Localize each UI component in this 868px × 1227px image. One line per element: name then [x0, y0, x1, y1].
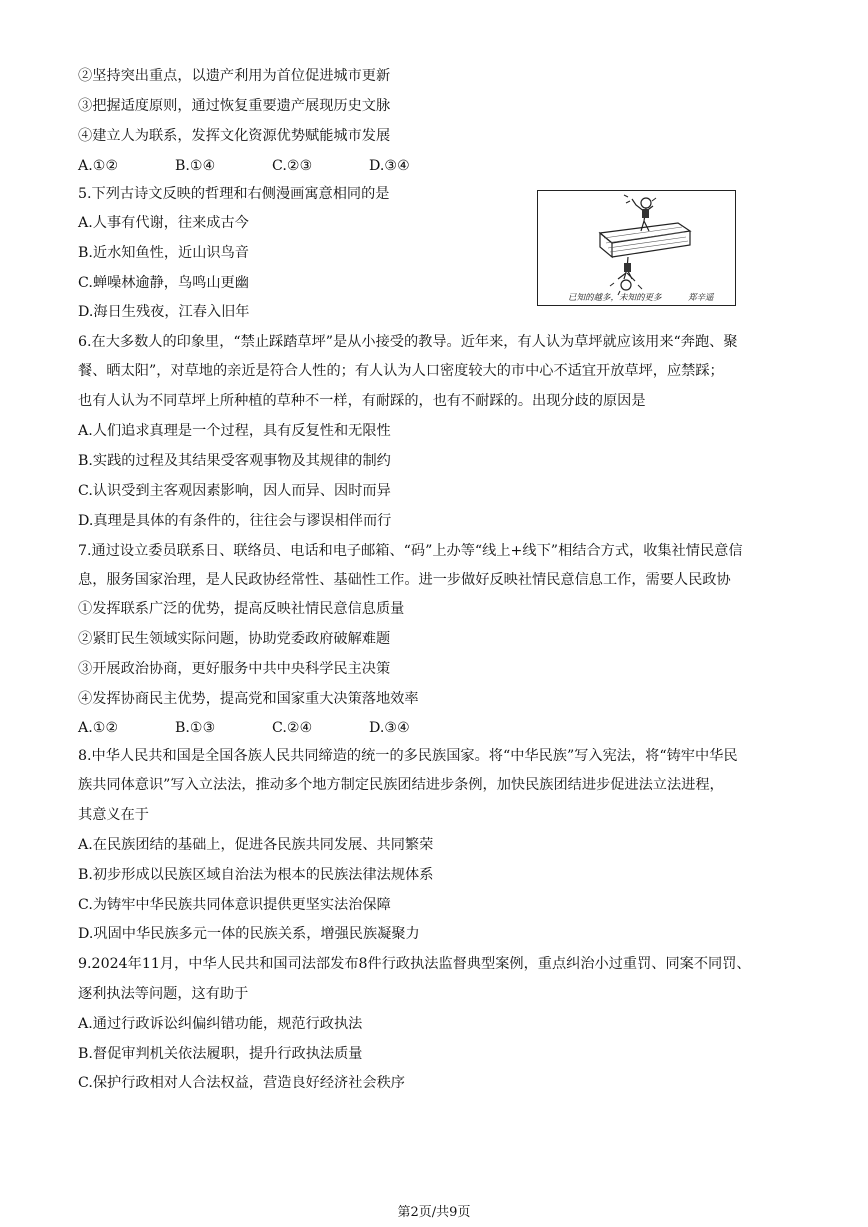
q7-choice-d: D.③④ [369, 720, 410, 736]
q5-cartoon [537, 190, 736, 306]
q5-option-c: C.蝉噪林逾静，鸟鸣山更幽 [78, 275, 249, 291]
q4-option-4: ④建立人为联系，发挥文化资源优势赋能城市发展 [78, 128, 391, 144]
q9-stem-line-2: 逐利执法等问题，这有助于 [78, 986, 249, 1002]
page-number: 第2页/共9页 [397, 1205, 471, 1220]
q7-stem-line-1: 7.通过设立委员联系日、联络员、电话和电子邮箱、“码”上办等“线上+线下”相结合方式，收集社情民意信 [78, 543, 743, 559]
q8-stem-line-3: 其意义在于 [78, 807, 149, 823]
q4-choice-d: D.③④ [369, 158, 410, 174]
q6-option-d: D.真理是具体的有条件的，往往会与谬误相伴而行 [78, 513, 392, 529]
q7-option-2: ②紧盯民生领域实际问题，协助党委政府破解难题 [78, 631, 391, 647]
q9-option-a: A.通过行政诉讼纠偏纠错功能，规范行政执法 [78, 1016, 363, 1032]
q7-option-1: ①发挥联系广泛的优势，提高反映社情民意信息质量 [78, 601, 405, 617]
q8-option-b: B.初步形成以民族区域自治法为根本的民族法律法规体系 [78, 867, 434, 883]
q9-option-c: C.保护行政相对人合法权益，营造良好经济社会秩序 [78, 1075, 405, 1091]
q4-choice-b: B.①④ [175, 158, 216, 174]
q8-option-c: C.为铸牢中华民族共同体意识提供更坚实法治保障 [78, 897, 391, 913]
q7-option-3: ③开展政治协商，更好服务中共中央科学民主决策 [78, 661, 391, 677]
q7-option-4: ④发挥协商民主优势，提高党和国家重大决策落地效率 [78, 691, 419, 707]
cartoon-caption-text: 已知的越多，未知的更多 [568, 293, 662, 303]
q5-option-d: D.海日生残夜，江春入旧年 [78, 304, 250, 320]
q5-stem: 5.下列古诗文反映的哲理和右侧漫画寓意相同的是 [78, 186, 390, 202]
book-cartoon-illustration [538, 191, 735, 305]
q5-option-b: B.近水知鱼性，近山识鸟音 [78, 245, 249, 261]
q4-option-2: ②坚持突出重点，以遗产利用为首位促进城市更新 [78, 68, 391, 84]
q6-stem-line-3: 也有人认为不同草坪上所种植的草种不一样，有耐踩的，也有不耐踩的。出现分歧的原因是 [78, 393, 646, 409]
q7-choices [78, 718, 466, 738]
q7-choice-b: B.①③ [175, 720, 216, 736]
q8-option-d: D.巩固中华民族多元一体的民族关系，增强民族凝聚力 [78, 926, 420, 942]
q9-stem-line-1: 9.2024年11月，中华人民共和国司法部发布8件行政执法监督典型案例，重点纠治小过重罚、同案不同罚、 [78, 956, 751, 972]
q7-stem-line-2: 息，服务国家治理，是人民政协经常性、基础性工作。进一步做好反映社情民意信息工作，需要人民政协 [78, 572, 731, 588]
q8-stem-line-2: 族共同体意识”写入立法法，推动多个地方制定民族团结进步条例，加快民族团结进步促进法立法进程， [78, 777, 724, 793]
q8-stem-line-1: 8.中华人民共和国是全国各族人民共同缔造的统一的多民族国家。将“中华民族”写入宪法，将“铸牢中华民 [78, 748, 738, 764]
q4-choices [78, 156, 466, 176]
q9-option-b: B.督促审判机关依法履职，提升行政执法质量 [78, 1046, 363, 1062]
q6-option-b: B.实践的过程及其结果受客观事物及其规律的制约 [78, 453, 391, 469]
q7-choice-a: A.①② [78, 720, 119, 736]
q4-choice-a: A.①② [78, 158, 119, 174]
q4-option-3: ③把握适度原则，通过恢复重要遗产展现历史文脉 [78, 98, 391, 114]
q6-option-c: C.认识受到主客观因素影响，因人而异、因时而异 [78, 483, 391, 499]
q6-stem-line-2: 餐、晒太阳”，对草地的亲近是符合人性的；有人认为人口密度较大的市中心不适宜开放草坪，应禁踩； [78, 363, 724, 379]
q8-option-a: A.在民族团结的基础上，促进各民族共同发展、共同繁荣 [78, 837, 434, 853]
q7-choice-c: C.②④ [272, 720, 313, 736]
q4-choice-c: C.②③ [272, 158, 313, 174]
q5-option-a: A.人事有代谢，往来成古今 [78, 215, 249, 231]
q6-option-a: A.人们追求真理是一个过程，具有反复性和无限性 [78, 423, 391, 439]
q6-stem-line-1: 6.在大多数人的印象里，“禁止踩踏草坪”是从小接受的教导。近年来，有人认为草坪就应该用来“奔跑、聚 [78, 334, 738, 350]
cartoon-author: 郑辛遥 [688, 293, 714, 303]
